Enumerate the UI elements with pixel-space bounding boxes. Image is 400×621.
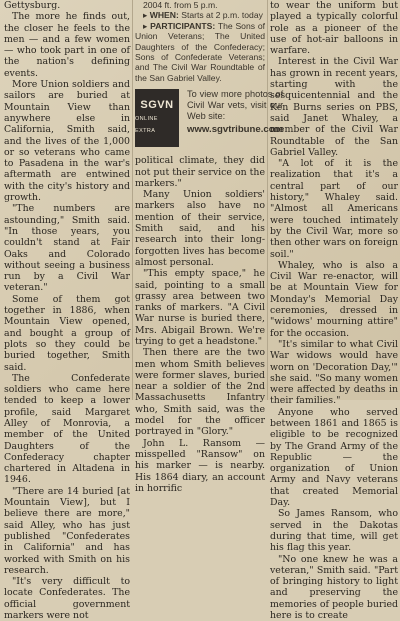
promo-url: www.sgvtribune.com	[187, 124, 284, 136]
paragraph: "It's similar to what Civil War widows would have worn on 'Decoration Day,'" she said. "So many women were affected by deaths in their families."	[270, 338, 398, 407]
promo-text: To view more photos of Civil War vets, visit our Web site:	[187, 89, 284, 122]
paragraph: "No one knew he was a veteran," Smith said. "Part of bringing history to light and preserving the memories of people buried here is to create	[270, 553, 398, 621]
paragraph: Whaley, who is also a Civil War re-enactor, will be at Mountain View for Monday's Memorial Day ceremonies, dressed in "widows' mourning attire" for the occasion.	[270, 259, 398, 339]
when-value: Starts at 2 p.m. today	[181, 10, 263, 21]
paragraph: "There are 14 buried [at Mountain View], but I believe there are more," said Alley, who has just published "Confederates in California" and has worked with Smith on his research.	[4, 485, 130, 576]
online-extra-promo	[135, 89, 284, 147]
article-column-3	[270, 0, 398, 621]
paragraph: "The numbers are astounding," Smith said. "In those years, you couldn't stand at Fair Oaks and Colorado without seeing a business run by a Civil War veteran."	[4, 203, 130, 294]
promo-text-block	[187, 89, 283, 135]
article-column-1	[4, 0, 130, 621]
listing-lead: 2004 ft. from 5 p.m.	[143, 0, 218, 10]
paragraph: Many Union soldiers' markers also have no mention of their service, Smith said, and his research into their long-forgotten lives has become almost personal.	[135, 189, 265, 268]
sgvn-logo	[135, 89, 179, 147]
paragraph: The more he finds out, the closer he feels to the men — and a few women — who took part in one of the nation's defining events.	[4, 11, 130, 79]
paragraph: Interest in the Civil War has grown in recent years, starting with the sesquicentennial and the Ken Burns series on PBS, said Janet Whaley, a member of the Civil War Roundtable of the San Gabriel Valley.	[270, 56, 398, 158]
when-line: ▸ WHEN: Starts at 2 p.m. today	[143, 10, 263, 21]
event-info-box	[135, 0, 265, 83]
paragraph: "A lot of it is the realization that it's a central part of our history," Whaley said. "Almost all Americans were touched intimately by the Civil War, more so then other wars on foreign soil."	[270, 158, 398, 260]
logo-sub: ONLINE EXTRA	[135, 116, 158, 134]
participants-value: The Sons of Union Veterans; The United Daughters of the Confederacy; Sons of Confederate Veterans; and The Civil War Roundtable of the San Gabriel Valley.	[135, 20, 265, 83]
paragraph: John L. Ransom — misspelled "Ransow" on his marker — is nearby. His 1864 diary, an account in horrific	[135, 437, 265, 494]
paragraph: "This empty space," he said, pointing to a small grassy area between two ranks of markers. "A Civil War nurse is buried there, Mrs. Abigail Brown. We're trying to get a headstone."	[135, 268, 265, 347]
paragraph: The Confederate soldiers who came here tended to keep a lower profile, said Margaret Alley of Monrovia, a member of the United Daughters of the Confederacy chapter chartered in Altadena in 1946.	[4, 372, 130, 486]
participants-line: ▸ PARTICIPANTS: The Sons of Union Veterans; The United Daughters of the Confederacy; Sons of Confederate Veterans; and The Civil War Roundtable of the San Gabriel Valley.	[135, 20, 265, 83]
column-rule	[267, 0, 268, 400]
paragraph: "It's very difficult to locate Confederates. The official government markers were not	[4, 576, 130, 621]
participants-label: PARTICIPANTS:	[150, 20, 216, 31]
paragraph: So James Ransom, who served in the Dakotas during that time, will get his flag this year.	[270, 508, 398, 554]
paragraph: political climate, they did not put their service on the markers."	[135, 155, 265, 189]
when-label: WHEN:	[149, 10, 179, 21]
logo-main: SGVN	[140, 99, 174, 112]
paragraph: Some of them got together in 1886, when Mountain View opened, and bought a group of plots so they could be buried together, Smith said.	[4, 293, 130, 373]
column-rule	[132, 0, 133, 400]
paragraph: Then there are the two men whom Smith believes were former slaves, buried near a soldier of the 2nd Massachusetts Infantry who, Smith said, was the model for the officer portrayed in "Glory."	[135, 347, 265, 438]
article-column-2	[135, 0, 284, 494]
paragraph: Gettysburg.	[4, 0, 61, 11]
paragraph: Anyone who served between 1861 and 1865 is eligible to be recognized by The Grand Army of the Republic — the organization of Union Army and Navy veterans that created Memorial Day.	[270, 406, 398, 509]
paragraph: More Union soldiers and sailors are buried at Mountain View than anywhere else in California, Smith said, and the lives of the 1,000 or so veterans who came to Pasadena in the war's aftermath are entwined with the city's history and growth.	[4, 79, 130, 204]
paragraph: to wear the uniform but played a typically colorful role as a pioneer of the use of hot-air balloons in warfare.	[270, 0, 398, 57]
